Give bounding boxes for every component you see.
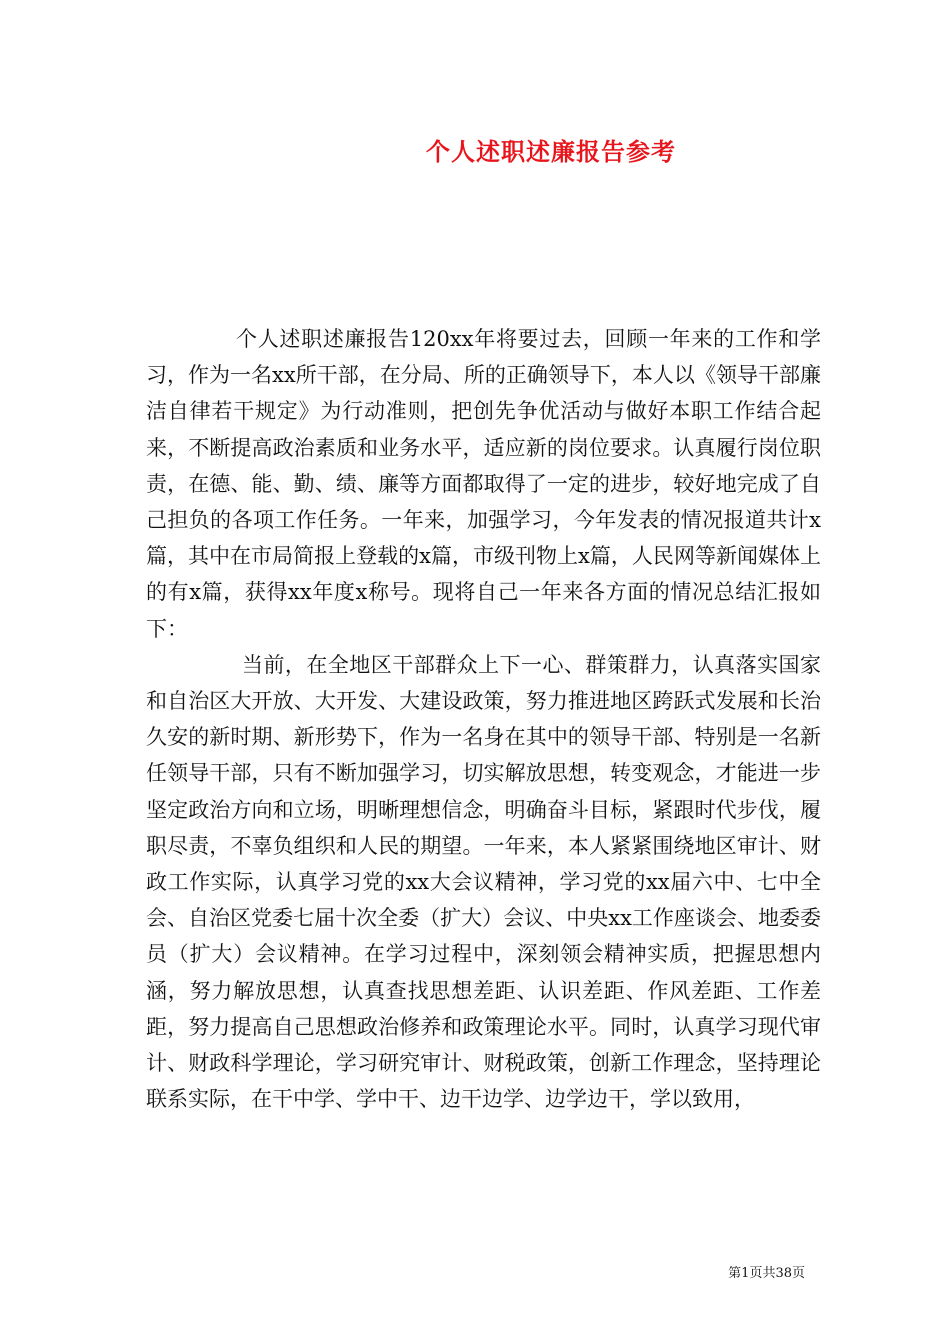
document-body <box>146 321 821 1117</box>
document-title: 个人述职述廉报告参考 <box>426 137 676 166</box>
paragraph-intro: 个人述职述廉报告120xx年将要过去，回顾一年来的工作和学习，作为一名xx所干部，在分局、所的正确领导下，本人以《领导干部廉洁自律若干规定》为行动准则，把创先争优活动与做好本职工作结合起来，不断提高政治素质和业务水平，适应新的岗位要求。认真履行岗位职责，在德、能、勤、绩、廉等方面都取得了一定的进步，较好地完成了自己担负的各项工作任务。一年来，加强学习，今年发表的情况报道共计x篇，其中在市局简报上登载的x篇，市级刊物上x篇，人民网等新闻媒体上的有x篇，获得xx年度x称号。现将自己一年来各方面的情况总结汇报如下： <box>146 327 821 641</box>
paragraph-study: 当前，在全地区干部群众上下一心、群策群力，认真落实国家和自治区大开放、大开发、大建设政策，努力推进地区跨跃式发展和长治久安的新时期、新形势下，作为一名身在其中的领导干部、特别是一名新任领导干部，只有不断加强学习，切实解放思想，转变观念，才能进一步坚定政治方向和立场，明晰理想信念，明确奋斗目标，紧跟时代步伐，履职尽责，不辜负组织和人民的期望。一年来，本人紧紧围绕地区审计、财政工作实际，认真学习党的xx大会议精神，学习党的xx届六中、七中全会、自治区党委七届十次全委（扩大）会议、中央xx工作座谈会、地委委员（扩大）会议精神。在学习过程中，深刻领会精神实质，把握思想内涵，努力解放思想，认真查找思想差距、认识差距、作风差距、工作差距，努力提高自己思想政治修养和政策理论水平。同时，认真学习现代审计、财政科学理论，学习研究审计、财税政策，创新工作理念，坚持理论联系实际，在干中学、学中干、边干边学、边学边干，学以致用， <box>146 652 821 1112</box>
page-number: 第1页共38页 <box>728 1266 805 1281</box>
